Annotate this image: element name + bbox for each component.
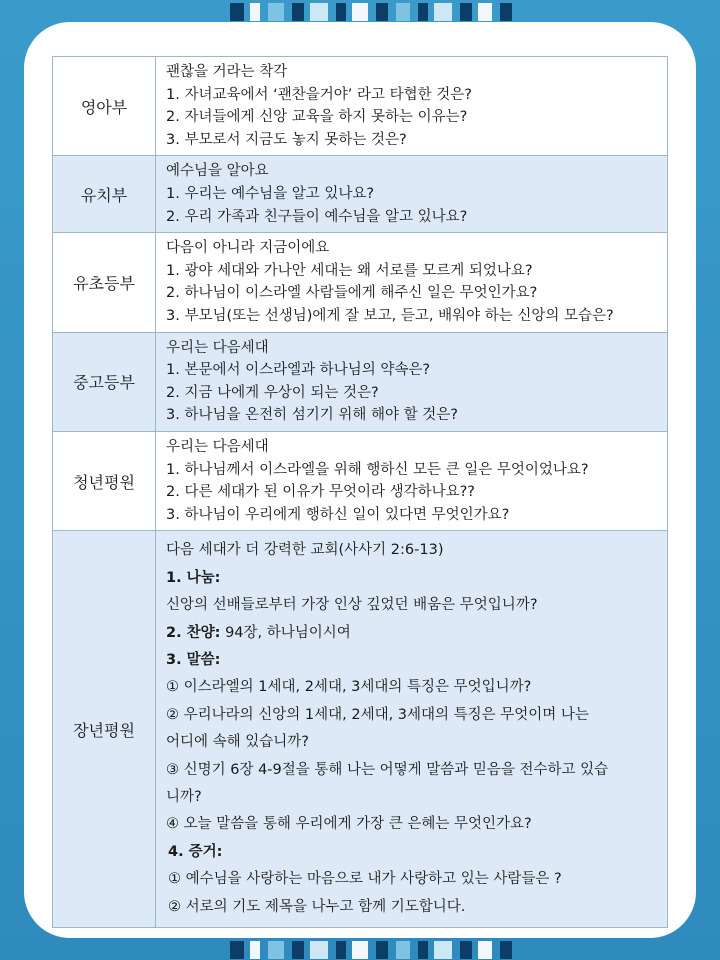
word-question: ① 이스라엘의 1세대, 2세대, 3세대의 특징은 무엇입니까? — [166, 679, 532, 696]
word-question-cont: 어디에 속해 있습니까? — [166, 734, 309, 751]
department-label: 장년평원 — [53, 531, 156, 928]
question-item: 2. 하나님이 이스라엘 사람들에게 해주신 일은 무엇인가요? — [166, 285, 538, 302]
table-row — [53, 431, 668, 530]
question-item: 3. 부모님(또는 선생님)에게 잘 보고, 듣고, 배워야 하는 신앙의 모습은? — [166, 307, 614, 324]
word-question-cont: 니까? — [166, 788, 202, 805]
row-content — [156, 57, 668, 156]
row-title: 예수님을 알아요 — [166, 163, 269, 180]
question-item: 2. 우리 가족과 친구들이 예수님을 알고 있나요? — [166, 208, 468, 225]
question-item: 3. 부모로서 지금도 놓지 못하는 것은? — [166, 131, 407, 148]
row-content — [156, 332, 668, 431]
question-item: 1. 본문에서 이스라엘과 하나님의 약속은? — [166, 362, 431, 379]
table-row — [53, 531, 668, 928]
question-item: 2. 자녀들에게 신앙 교육을 하지 못하는 이유는? — [166, 109, 468, 126]
table-row — [53, 57, 668, 156]
witness-item: ② 서로의 기도 제목을 나누고 함께 기도합니다. — [168, 898, 466, 915]
department-label: 유초등부 — [53, 233, 156, 332]
bottom-stripe-decoration — [0, 938, 720, 960]
table-row — [53, 156, 668, 233]
row-content — [156, 233, 668, 332]
witness-heading: 4. 증거: — [168, 843, 223, 860]
row-title: 다음 세대가 더 강력한 교회(사사기 2:6-13) — [166, 542, 444, 559]
department-label: 영아부 — [53, 57, 156, 156]
department-label: 청년평원 — [53, 431, 156, 530]
row-content — [156, 156, 668, 233]
table-row — [53, 332, 668, 431]
question-item: 3. 하나님을 온전히 섬기기 위해 해야 할 것은? — [166, 407, 458, 424]
row-title: 다음이 아니라 지금이에요 — [166, 240, 330, 257]
row-content — [156, 431, 668, 530]
praise-line — [166, 620, 657, 647]
question-item: 1. 하나님께서 이스라엘을 위해 행하신 모든 큰 일은 무엇이었나요? — [166, 461, 589, 478]
row-title: 우리는 다음세대 — [166, 339, 269, 356]
question-item: 2. 다른 세대가 된 이유가 무엇이라 생각하나요?? — [166, 484, 476, 501]
praise-text: 94장, 하나님이시여 — [220, 624, 351, 641]
question-item: 1. 광야 세대와 가나안 세대는 왜 서로를 모르게 되었나요? — [166, 262, 533, 279]
row-title: 우리는 다음세대 — [166, 438, 269, 455]
question-item: 2. 지금 나에게 우상이 되는 것은? — [166, 384, 379, 401]
program-table — [52, 56, 668, 928]
department-label: 중고등부 — [53, 332, 156, 431]
department-label: 유치부 — [53, 156, 156, 233]
top-stripe-decoration — [0, 0, 720, 22]
word-question: ② 우리나라의 신앙의 1세대, 2세대, 3세대의 특징은 무엇이며 나는 — [166, 706, 589, 723]
word-question: ③ 신명기 6장 4-9절을 통해 나는 어떻게 말씀과 믿음을 전수하고 있습 — [166, 761, 609, 778]
question-item: 1. 자녀교육에서 ‘괜찬을거야’ 라고 타협한 것은? — [166, 86, 472, 103]
row-content — [156, 531, 668, 928]
table-row — [53, 233, 668, 332]
word-question: ④ 오늘 말씀을 통해 우리에게 가장 큰 은혜는 무엇인가요? — [166, 816, 532, 833]
share-heading: 1. 나눔: — [166, 569, 221, 586]
share-text: 신앙의 선배들로부터 가장 인상 깊었던 배움은 무엇입니까? — [166, 597, 538, 614]
witness-item: ① 예수님을 사랑하는 마음으로 내가 사랑하고 있는 사람들은 ? — [168, 871, 562, 888]
row-title: 괜찮을 거라는 착각 — [166, 64, 288, 80]
word-heading: 3. 말씀: — [166, 651, 221, 668]
question-item: 3. 하나님이 우리에게 행하신 일이 있다면 무엇인가요? — [166, 506, 510, 523]
question-item: 1. 우리는 예수님을 알고 있나요? — [166, 185, 375, 202]
praise-heading: 2. 찬양: — [166, 624, 221, 641]
